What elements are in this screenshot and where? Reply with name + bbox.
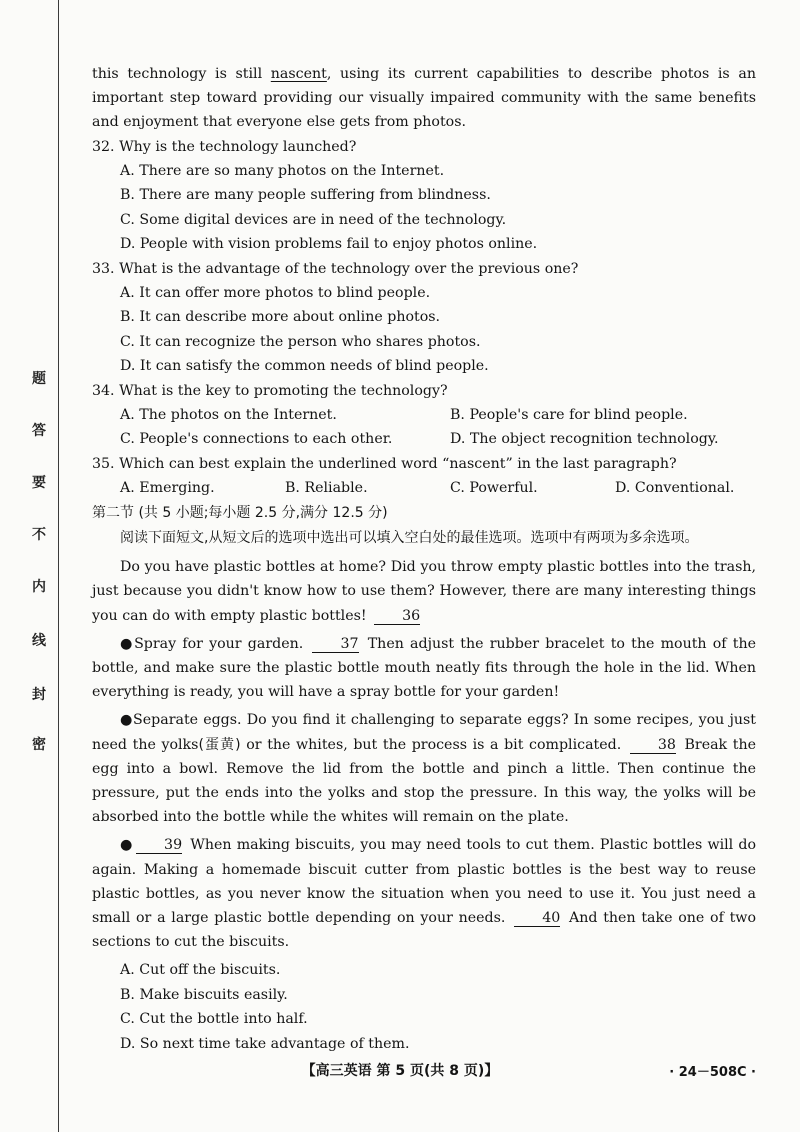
blank-40[interactable]: 40	[514, 911, 560, 927]
margin-char: 要	[32, 475, 46, 491]
paper-code: · 24－508C ·	[669, 1065, 756, 1080]
question-34-options-row-2	[92, 427, 756, 451]
blank-38[interactable]: 38	[630, 738, 676, 754]
section-2-title: 第二节 (共 5 小题;每小题 2.5 分,满分 12.5 分)	[92, 504, 388, 521]
blank-36[interactable]: 36	[374, 609, 420, 625]
question-34-option-d: D. The object recognition technology.	[450, 431, 719, 448]
question-34-option-b: B. People's care for blind people.	[450, 407, 688, 424]
question-33-option-b: B. It can describe more about online photos.	[120, 309, 441, 326]
margin-char: 答	[32, 423, 46, 439]
margin-char: 密	[32, 737, 46, 753]
answer-option-a: A. Cut off the biscuits.	[120, 962, 281, 979]
answer-option-b: B. Make biscuits easily.	[120, 986, 288, 1003]
margin-char: 线	[32, 633, 46, 649]
binding-line	[58, 0, 59, 1132]
bullet-icon: ●	[120, 635, 135, 652]
margin-char: 内	[32, 579, 46, 595]
bullet-icon: ●	[120, 712, 134, 729]
question-32-stem: 32. Why is the technology launched?	[92, 138, 357, 155]
passage-paragraph-4: ● 39 When making biscuits, you may need tools to cut them. Plastic bottles will do again. Making a homemade biscuit cutter from plastic bottles is the best way to reuse plastic bottles, as you never know the situation when you need to use it. You just need a small or a large plastic bottle depending on your needs. 40 And then take one of two sections to cut the biscuits.	[92, 837, 757, 951]
question-34-option-a: A. The photos on the Internet.	[120, 407, 337, 424]
bullet-icon: ●	[120, 837, 134, 854]
answer-option-d: D. So next time take advantage of them.	[120, 1035, 410, 1052]
question-35-option-c: C. Powerful.	[450, 480, 538, 497]
question-35-stem: 35. Which can best explain the underlined word “nascent” in the last paragraph?	[92, 455, 677, 472]
underlined-word: nascent	[270, 66, 327, 82]
question-35-option-a: A. Emerging.	[120, 480, 215, 497]
intro-paragraph: this technology is still nascent, using its current capabilities to describe photos is an important step toward providing our visually impaired community with the same benefits and enjoyment that everyone else gets from photos.	[92, 66, 756, 131]
question-32-option-a: A. There are so many photos on the Internet.	[120, 163, 445, 180]
question-32-option-c: C. Some digital devices are in need of the technology.	[120, 211, 507, 228]
question-32-option-b: B. There are many people suffering from blindness.	[120, 187, 491, 204]
question-35-option-b: B. Reliable.	[285, 480, 368, 497]
question-32-option-d: D. People with vision problems fail to enjoy photos online.	[120, 236, 538, 253]
question-33-option-d: D. It can satisfy the common needs of blind people.	[120, 358, 489, 375]
question-35-option-d: D. Conventional.	[615, 480, 735, 497]
passage-paragraph-1: Do you have plastic bottles at home? Did you throw empty plastic bottles into the trash, just because you didn't know how to use them? However, there are many interesting things you can do with empty plastic bottles! 36	[92, 559, 756, 624]
question-33-stem: 33. What is the advantage of the technology over the previous one?	[92, 260, 579, 277]
section-2-instruction: 阅读下面短文,从短文后的选项中选出可以填入空白处的最佳选项。选项中有两项为多余选项。	[120, 530, 699, 547]
question-34-options-row-1	[92, 403, 756, 427]
passage-paragraph-2: ●Spray for your garden. 37 Then adjust the rubber bracelet to the mouth of the bottle, and make sure the plastic bottle mouth neatly fits through the hole in the lid. When everything is ready, you will have a spray bottle for your garden!	[92, 635, 756, 701]
margin-char: 不	[32, 527, 46, 543]
page-footer-label: 【高三英语 第 5 页(共 8 页)】	[301, 1063, 499, 1079]
margin-char: 题	[32, 371, 46, 387]
passage-paragraph-3: ●Separate eggs. Do you find it challenging to separate eggs? In some recipes, you just need the yolks(蛋黄) or the whites, but the process is a bit complicated. 38 Break the egg into a bowl. Remove the lid from the bottle and pinch a little. Then continue the pressure, put the ends into the yolks and stop the pressure. In this way, the yolks will be absorbed into the bottle while the whites will remain on the plate.	[92, 712, 756, 826]
question-33-option-a: A. It can offer more photos to blind people.	[120, 285, 431, 302]
blank-39[interactable]: 39	[136, 838, 182, 854]
margin-char: 封	[32, 687, 46, 703]
answer-option-c: C. Cut the bottle into half.	[120, 1011, 308, 1028]
question-34-stem: 34. What is the key to promoting the technology?	[92, 382, 448, 399]
page-content	[92, 62, 756, 1056]
blank-37[interactable]: 37	[312, 637, 358, 653]
question-34-option-c: C. People's connections to each other.	[120, 431, 393, 448]
question-33-option-c: C. It can recognize the person who shares photos.	[120, 333, 481, 350]
question-35-options-row	[92, 476, 756, 500]
